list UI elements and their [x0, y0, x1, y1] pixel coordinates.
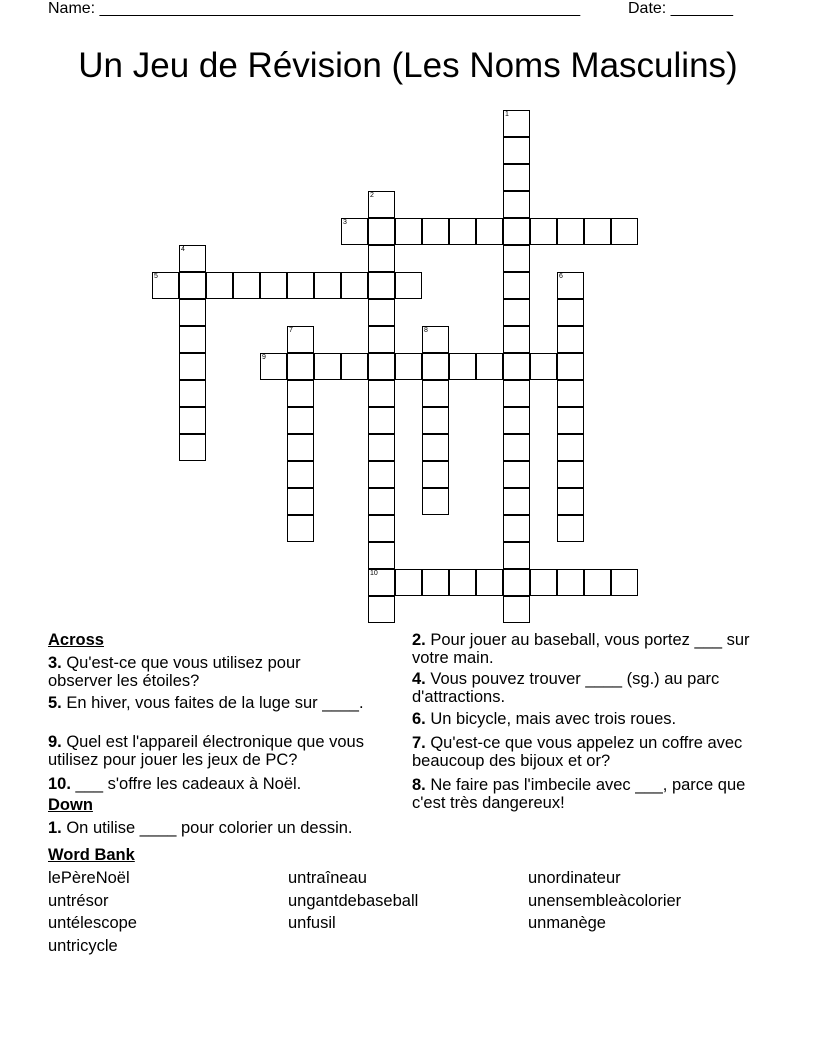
crossword-cell[interactable]: [368, 407, 395, 434]
crossword-cell[interactable]: [341, 218, 368, 245]
clue-text: Qu'est-ce que vous utilisez pour observer les étoiles?: [48, 654, 301, 690]
word-bank-item: untrésor: [48, 892, 109, 910]
down-clue-6: [412, 710, 762, 728]
crossword-cell[interactable]: [503, 542, 530, 569]
crossword-cell[interactable]: [395, 353, 422, 380]
across-clue-10: [48, 775, 368, 793]
crossword-cell[interactable]: [557, 515, 584, 542]
crossword-cell[interactable]: [422, 380, 449, 407]
crossword-cell[interactable]: [503, 137, 530, 164]
crossword-cell[interactable]: [557, 299, 584, 326]
crossword-cell[interactable]: [449, 353, 476, 380]
crossword-cell[interactable]: [503, 353, 530, 380]
crossword-cell[interactable]: [368, 272, 395, 299]
crossword-cell[interactable]: [179, 380, 206, 407]
word-bank-item: untraîneau: [288, 869, 367, 887]
crossword-cell[interactable]: [179, 299, 206, 326]
crossword-cell[interactable]: [557, 272, 584, 299]
crossword-cell[interactable]: [557, 380, 584, 407]
crossword-cell[interactable]: [341, 272, 368, 299]
crossword-cell[interactable]: [260, 353, 287, 380]
clue-text: Qu'est-ce que vous appelez un coffre avec beaucoup des bijoux et or?: [412, 734, 743, 770]
crossword-cell[interactable]: [314, 353, 341, 380]
crossword-cell[interactable]: [179, 245, 206, 272]
clue-text: ___ s'offre les cadeaux à Noël.: [70, 775, 302, 793]
crossword-cell[interactable]: [476, 569, 503, 596]
across-heading: Across: [48, 631, 104, 649]
crossword-cell[interactable]: [395, 569, 422, 596]
crossword-cell[interactable]: [422, 218, 449, 245]
clue-number: 9.: [48, 733, 62, 751]
crossword-cell[interactable]: [503, 272, 530, 299]
crossword-cell[interactable]: [287, 326, 314, 353]
down-clue-2: [412, 631, 752, 667]
crossword-cell[interactable]: [422, 434, 449, 461]
crossword-cell[interactable]: [503, 245, 530, 272]
across-clue-5: [48, 694, 368, 712]
cell-number: 3: [343, 219, 347, 226]
crossword-cell[interactable]: [503, 218, 530, 245]
crossword-cell[interactable]: [179, 272, 206, 299]
crossword-cell[interactable]: [503, 380, 530, 407]
crossword-cell[interactable]: [314, 272, 341, 299]
crossword-cell[interactable]: [368, 191, 395, 218]
crossword-cell[interactable]: [422, 488, 449, 515]
crossword-cell[interactable]: [503, 326, 530, 353]
clue-number: 5.: [48, 694, 62, 712]
clue-number: 3.: [48, 654, 62, 672]
cell-number: 6: [559, 273, 563, 280]
clue-number: 2.: [412, 631, 426, 649]
word-bank-item: lePèreNoël: [48, 869, 130, 887]
crossword-cell[interactable]: [152, 272, 179, 299]
crossword-cell[interactable]: [368, 461, 395, 488]
crossword-cell[interactable]: [503, 164, 530, 191]
crossword-cell[interactable]: [287, 488, 314, 515]
crossword-cell[interactable]: [611, 218, 638, 245]
clue-text: Vous pouvez trouver ____ (sg.) au parc d'attractions.: [412, 670, 720, 706]
crossword-cell[interactable]: [287, 272, 314, 299]
down-heading: Down: [48, 796, 93, 814]
crossword-cell[interactable]: [287, 461, 314, 488]
down-clue-4: [412, 670, 762, 706]
crossword-cell[interactable]: [368, 353, 395, 380]
crossword-cell[interactable]: [287, 434, 314, 461]
crossword-cell[interactable]: [422, 353, 449, 380]
name-field-label: Name: ______________________________________________________: [48, 0, 581, 17]
clue-text: Un bicycle, mais avec trois roues.: [425, 710, 677, 728]
crossword-cell[interactable]: [503, 191, 530, 218]
crossword-cell[interactable]: [287, 515, 314, 542]
word-bank-item: unmanège: [528, 914, 606, 932]
clue-text: Quel est l'appareil électronique que vous utilisez pour jouer les jeux de PC?: [48, 733, 364, 769]
crossword-cell[interactable]: [368, 434, 395, 461]
crossword-cell[interactable]: [557, 218, 584, 245]
crossword-cell[interactable]: [557, 461, 584, 488]
clue-text: En hiver, vous faites de la luge sur ____.: [61, 694, 364, 712]
crossword-cell[interactable]: [611, 569, 638, 596]
crossword-cell[interactable]: [422, 407, 449, 434]
crossword-cell[interactable]: [557, 407, 584, 434]
word-bank-item: untélescope: [48, 914, 137, 932]
clue-number: 7.: [412, 734, 426, 752]
crossword-cell[interactable]: [368, 218, 395, 245]
clue-number: 10.: [48, 775, 71, 793]
crossword-cell[interactable]: [287, 380, 314, 407]
crossword-cell[interactable]: [179, 326, 206, 353]
crossword-cell[interactable]: [476, 353, 503, 380]
crossword-cell[interactable]: [368, 380, 395, 407]
word-bank-item: unordinateur: [528, 869, 621, 887]
down-clue-7: [412, 734, 752, 770]
crossword-cell[interactable]: [503, 488, 530, 515]
clue-number: 8.: [412, 776, 426, 794]
clue-text: On utilise ____ pour colorier un dessin.: [61, 819, 353, 837]
down-clue-8: [412, 776, 752, 812]
crossword-cell[interactable]: [503, 434, 530, 461]
crossword-cell[interactable]: [287, 353, 314, 380]
crossword-cell[interactable]: [557, 326, 584, 353]
crossword-cell[interactable]: [341, 353, 368, 380]
crossword-cell[interactable]: [584, 218, 611, 245]
crossword-cell[interactable]: [368, 515, 395, 542]
word-bank-heading: Word Bank: [48, 846, 135, 864]
cell-number: 4: [181, 246, 185, 253]
cell-number: 9: [262, 354, 266, 361]
cell-number: 8: [424, 327, 428, 334]
crossword-cell[interactable]: [368, 326, 395, 353]
crossword-cell[interactable]: [395, 272, 422, 299]
crossword-cell[interactable]: [179, 407, 206, 434]
crossword-cell[interactable]: [422, 326, 449, 353]
cell-number: 10: [370, 570, 378, 577]
crossword-cell[interactable]: [233, 272, 260, 299]
crossword-cell[interactable]: [503, 299, 530, 326]
crossword-cell[interactable]: [557, 488, 584, 515]
crossword-cell[interactable]: [557, 353, 584, 380]
page-title: Un Jeu de Révision (Les Noms Masculins): [78, 46, 738, 85]
crossword-cell[interactable]: [557, 569, 584, 596]
crossword-cell[interactable]: [395, 218, 422, 245]
date-field-label: Date: _______: [628, 0, 733, 17]
word-bank-item: unensembleàcolorier: [528, 892, 682, 910]
clue-text: Pour jouer au baseball, vous portez ___ sur votre main.: [412, 631, 750, 667]
crossword-cell[interactable]: [422, 569, 449, 596]
across-clue-3: [48, 654, 368, 690]
crossword-cell[interactable]: [503, 110, 530, 137]
cell-number: 5: [154, 273, 158, 280]
crossword-cell[interactable]: [503, 515, 530, 542]
crossword-cell[interactable]: [368, 245, 395, 272]
cell-number: 1: [505, 111, 509, 118]
crossword-cell[interactable]: [287, 407, 314, 434]
crossword-cell[interactable]: [557, 434, 584, 461]
crossword-cell[interactable]: [449, 569, 476, 596]
cell-number: 2: [370, 192, 374, 199]
crossword-cell[interactable]: [179, 434, 206, 461]
crossword-cell[interactable]: [503, 596, 530, 623]
crossword-cell[interactable]: [422, 461, 449, 488]
crossword-cell[interactable]: [530, 218, 557, 245]
crossword-cell[interactable]: [476, 218, 503, 245]
crossword-cell[interactable]: [503, 407, 530, 434]
cell-number: 7: [289, 327, 293, 334]
crossword-cell[interactable]: [368, 488, 395, 515]
crossword-cell[interactable]: [503, 461, 530, 488]
crossword-cell[interactable]: [584, 569, 611, 596]
crossword-cell[interactable]: [368, 542, 395, 569]
clue-number: 4.: [412, 670, 426, 688]
clue-text: Ne faire pas l'imbecile avec ___, parce que c'est très dangereux!: [412, 776, 746, 812]
crossword-cell[interactable]: [179, 353, 206, 380]
crossword-cell[interactable]: [206, 272, 233, 299]
crossword-cell[interactable]: [503, 569, 530, 596]
crossword-cell[interactable]: [530, 569, 557, 596]
crossword-cell[interactable]: [449, 218, 476, 245]
clue-number: 1.: [48, 819, 62, 837]
crossword-cell[interactable]: [368, 569, 395, 596]
across-clue-9: [48, 733, 378, 769]
word-bank-item: unfusil: [288, 914, 336, 932]
clue-number: 6.: [412, 710, 426, 728]
crossword-cell[interactable]: [260, 272, 287, 299]
word-bank-item: ungantdebaseball: [288, 892, 419, 910]
down-clue-1: [48, 819, 398, 837]
crossword-cell[interactable]: [368, 299, 395, 326]
crossword-cell[interactable]: [368, 596, 395, 623]
crossword-cell[interactable]: [530, 353, 557, 380]
word-bank-item: untricycle: [48, 937, 118, 955]
